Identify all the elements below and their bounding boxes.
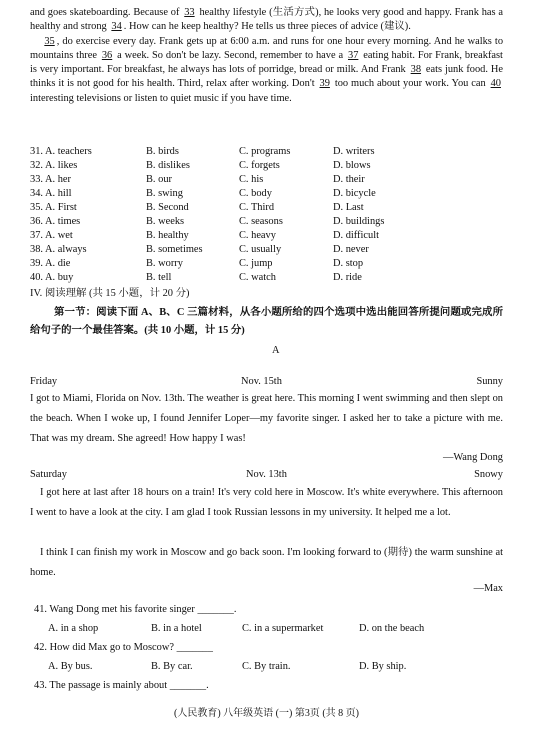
answer-a: A. in a shop [48,623,99,634]
diary-text: I think I can finish my work in Moscow and go back soon. I'm looking forward to (期待) the warm sunshine at home. [30,547,503,578]
option-c: C. seasons [239,216,283,227]
passage-text: . How can he keep healthy? He tells us three pieces of advice (建议). [123,21,411,33]
passage-text: , do exercise every day. Frank gets up at 6:00 a.m. and runs for one hour every morning. And he walks to mountains three [30,35,504,61]
option-c: C. Third [239,202,275,213]
answer-a: A. By bus. [48,661,93,672]
blank-40: 40 [490,78,501,90]
answer-c: C. By train. [242,661,291,672]
option-c: C. his [239,174,264,185]
answer-b: B. in a hotel [151,623,202,634]
option-b: B. sometimes [146,244,203,255]
option-c: C. heavy [239,230,276,241]
diary-header [30,374,503,389]
answer-c: C. in a supermarket [242,623,324,634]
option-b: B. swing [146,188,183,199]
option-a: 36. A. times [30,216,81,227]
diary-header [30,467,503,482]
section-title: IV. 阅读理解 (共 15 小题，计 20 分) [30,288,190,299]
diary-weather: Sunny [476,376,503,387]
blank-38: 38 [410,64,422,76]
option-b: B. our [146,174,172,185]
option-d: D. bicycle [333,188,376,199]
option-c: C. watch [239,272,276,283]
option-a: 38. A. always [30,244,87,255]
option-a: 39. A. die [30,258,71,269]
diary-signature: —Max [473,583,503,594]
option-row [30,145,503,159]
passage-text: and goes skateboarding. Because of [30,7,180,18]
section-instruction: 第一节：阅读下面 A、B、C 三篇材料，从各小题所给的四个选项中选出能回答所提问题或完成所给句子的一个最佳答案。(共 10 小题，计 15 分) [30,307,503,336]
question-options [48,621,521,636]
option-c: C. body [239,188,272,199]
blank-33: 33 [184,7,195,18]
option-c: C. forgets [239,160,280,171]
question-43: 43. The passage is mainly about _______. [34,680,209,691]
passage-text: interesting televisions or listen to quiet music if you have time. [30,92,292,104]
diary-text: I got here at last after 18 hours on a train! It's very cold here in Moscow. It's white everywhere. This afternoon I went to have a look at the city. I am glad I took Russian lessons in my university. It helped me a lot. [30,487,503,518]
option-row [30,271,503,285]
passage-text: eating habit. For Frank, breakfast is very important. For breakfast, he always has lots of porridge, bread or milk. And Frank [30,49,503,76]
passage-label: A [272,345,280,356]
passage-text: too much about your work. You can [334,78,486,90]
passage-text: a week. So don't be lazy. Second, remember to have a [117,49,344,61]
option-row [30,257,503,271]
option-d: D. ride [333,272,362,283]
diary-signature: —Wang Dong [442,452,503,463]
passage-text: healthy lifestyle (生活方式), he looks very good and happy. Frank has a healthy and strong [30,7,503,33]
option-row [30,201,503,215]
blank-39: 39 [319,78,330,90]
option-a: 40. A. buy [30,272,74,283]
answer-d: D. on the beach [359,623,425,634]
diary-text: I got to Miami, Florida on Nov. 13th. The weather is great here. This morning I went swimming and then slept on the beach. When I woke up, I found Jennifer Loper—my favorite singer. I asked her to take a picture with me. That was my dream. She agreed! How happy I was! [30,393,503,444]
cloze-passage [30,6,503,106]
option-a: 35. A. First [30,202,77,213]
option-c: C. jump [239,258,273,269]
diary-day: Saturday [30,469,67,480]
option-d: D. stop [333,258,364,269]
option-b: B. dislikes [146,160,190,171]
option-row [30,187,503,201]
answer-b: B. By car. [151,661,193,672]
option-d: D. buildings [333,216,385,227]
option-b: B. birds [146,146,179,157]
question-options [48,659,521,674]
option-a: 31. A. teachers [30,146,92,157]
option-row [30,215,503,229]
option-b: B. worry [146,258,183,269]
diary-date: Nov. 13th [246,469,287,480]
option-b: B. healthy [146,230,189,241]
blank-34: 34 [111,21,122,33]
option-row [30,173,503,187]
option-a: 33. A. her [30,174,71,185]
option-b: B. tell [146,272,172,283]
question-41: 41. Wang Dong met his favorite singer _______. [34,604,237,615]
option-row [30,229,503,243]
option-row [30,243,503,257]
option-c: C. programs [239,146,291,157]
diary-date: Nov. 15th [241,376,282,387]
option-c: C. usually [239,244,282,255]
option-d: D. difficult [333,230,379,241]
option-b: B. weeks [146,216,185,227]
option-d: D. their [333,174,365,185]
question-42: 42. How did Max go to Moscow? _______ [34,642,213,653]
answer-d: D. By ship. [359,661,407,672]
page-footer: (人民教育) 八年级英语 (一) 第3页 (共 8 页) [174,708,359,719]
option-b: B. Second [146,202,189,213]
blank-36: 36 [101,49,113,61]
diary-weather: Snowy [474,469,503,480]
diary-day: Friday [30,376,58,387]
passage-text: eats junk food. He thinks it is not good for his health. Third, relax after working. Don't [30,64,503,90]
blank-35: 35 [44,35,55,47]
option-d: D. never [333,244,369,255]
option-a: 37. A. wet [30,230,73,241]
option-d: D. Last [333,202,364,213]
blank-37: 37 [348,49,359,61]
option-row [30,159,503,173]
option-d: D. writers [333,146,375,157]
option-d: D. blows [333,160,371,171]
option-a: 34. A. hill [30,188,72,199]
option-a: 32. A. likes [30,160,78,171]
